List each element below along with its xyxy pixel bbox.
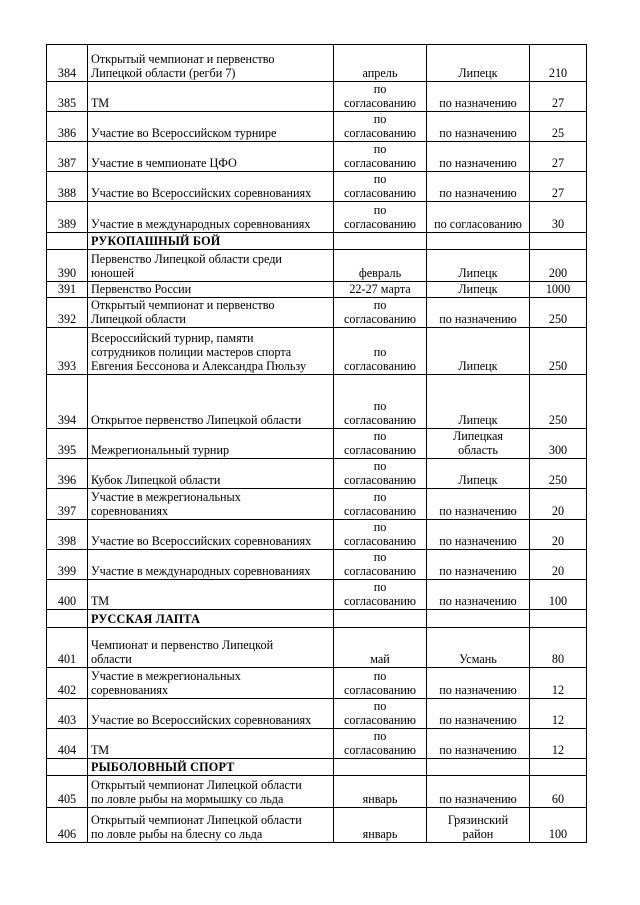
row-number-cell: 393	[47, 328, 88, 375]
participants-cell: 20	[530, 520, 587, 550]
event-name-cell: Открытый чемпионат и первенство Липецкой области (регби 7)	[88, 45, 334, 82]
table-row	[47, 429, 587, 459]
row-number-cell: 391	[47, 282, 88, 298]
event-name-cell: Участие в международных соревнованиях	[88, 550, 334, 580]
event-name-cell: Первенство Липецкой области среди юношей	[88, 250, 334, 282]
participants-cell: 20	[530, 489, 587, 520]
participants-cell: 12	[530, 699, 587, 729]
event-place-cell: по назначению	[427, 550, 530, 580]
event-date-cell: по согласованию	[334, 489, 427, 520]
empty-cell	[427, 233, 530, 250]
event-date-cell: по согласованию	[334, 112, 427, 142]
row-number-cell: 398	[47, 520, 88, 550]
event-place-cell: по назначению	[427, 729, 530, 759]
event-place-cell: Липецк	[427, 45, 530, 82]
empty-cell	[530, 759, 587, 776]
row-number-cell	[47, 233, 88, 250]
event-date-cell: по согласованию	[334, 580, 427, 610]
participants-cell: 12	[530, 668, 587, 699]
table-row	[47, 250, 587, 282]
event-place-cell: по назначению	[427, 112, 530, 142]
row-number-cell	[47, 759, 88, 776]
row-number-cell: 402	[47, 668, 88, 699]
event-place-cell: по согласованию	[427, 202, 530, 233]
event-place-cell: Липецк	[427, 250, 530, 282]
event-place-cell: Липецк	[427, 328, 530, 375]
table-row	[47, 628, 587, 668]
row-number-cell: 400	[47, 580, 88, 610]
event-date-cell: 22-27 марта	[334, 282, 427, 298]
table-row	[47, 459, 587, 489]
row-number-cell: 389	[47, 202, 88, 233]
table-row	[47, 729, 587, 759]
event-place-cell: Липецк	[427, 375, 530, 429]
events-table-body	[47, 45, 587, 843]
participants-cell: 12	[530, 729, 587, 759]
participants-cell: 100	[530, 580, 587, 610]
event-name-cell: Всероссийский турнир, памяти сотрудников полиции мастеров спорта Евгения Бессонова и Александра Пюльзу	[88, 328, 334, 375]
row-number-cell: 401	[47, 628, 88, 668]
table-row	[47, 172, 587, 202]
participants-cell: 250	[530, 459, 587, 489]
empty-cell	[334, 610, 427, 628]
event-date-cell: по согласованию	[334, 729, 427, 759]
table-row	[47, 808, 587, 843]
empty-cell	[530, 233, 587, 250]
event-date-cell: по согласованию	[334, 699, 427, 729]
event-name-cell: Первенство России	[88, 282, 334, 298]
event-name-cell: Участие во Всероссийских соревнованиях	[88, 172, 334, 202]
event-place-cell: по назначению	[427, 172, 530, 202]
event-name-cell: Участие в чемпионате ЦФО	[88, 142, 334, 172]
participants-cell: 27	[530, 82, 587, 112]
empty-cell	[334, 759, 427, 776]
event-name-cell: Участие во Всероссийских соревнованиях	[88, 699, 334, 729]
events-table	[46, 44, 587, 843]
event-place-cell: Липецкая область	[427, 429, 530, 459]
event-place-cell: по назначению	[427, 298, 530, 328]
event-name-cell: Чемпионат и первенство Липецкой области	[88, 628, 334, 668]
participants-cell: 60	[530, 776, 587, 808]
event-name-cell: ТМ	[88, 580, 334, 610]
table-row	[47, 328, 587, 375]
event-place-cell: по назначению	[427, 776, 530, 808]
table-row	[47, 776, 587, 808]
event-name-cell: Кубок Липецкой области	[88, 459, 334, 489]
event-date-cell: январь	[334, 776, 427, 808]
event-place-cell: по назначению	[427, 142, 530, 172]
section-header-row	[47, 233, 587, 250]
event-date-cell: по согласованию	[334, 172, 427, 202]
event-place-cell: Липецк	[427, 459, 530, 489]
participants-cell: 25	[530, 112, 587, 142]
empty-cell	[334, 233, 427, 250]
row-number-cell: 405	[47, 776, 88, 808]
event-place-cell: по назначению	[427, 520, 530, 550]
participants-cell: 250	[530, 375, 587, 429]
empty-cell	[427, 610, 530, 628]
participants-cell: 27	[530, 172, 587, 202]
event-date-cell: по согласованию	[334, 202, 427, 233]
event-place-cell: по назначению	[427, 580, 530, 610]
event-name-cell: Открытый чемпионат Липецкой области по ловле рыбы на блесну со льда	[88, 808, 334, 843]
row-number-cell: 395	[47, 429, 88, 459]
table-row	[47, 112, 587, 142]
row-number-cell: 387	[47, 142, 88, 172]
row-number-cell	[47, 610, 88, 628]
table-row	[47, 668, 587, 699]
event-name-cell: Участие в межрегиональных соревнованиях	[88, 668, 334, 699]
empty-cell	[427, 759, 530, 776]
event-date-cell: апрель	[334, 45, 427, 82]
event-name-cell: Участие во Всероссийском турнире	[88, 112, 334, 142]
event-name-cell: Открытое первенство Липецкой области	[88, 375, 334, 429]
event-place-cell: по назначению	[427, 668, 530, 699]
event-name-cell: Межрегиональный турнир	[88, 429, 334, 459]
event-date-cell: по согласованию	[334, 429, 427, 459]
table-row	[47, 580, 587, 610]
participants-cell: 20	[530, 550, 587, 580]
row-number-cell: 396	[47, 459, 88, 489]
participants-cell: 100	[530, 808, 587, 843]
row-number-cell: 390	[47, 250, 88, 282]
table-row	[47, 489, 587, 520]
participants-cell: 250	[530, 298, 587, 328]
section-title: РЫБОЛОВНЫЙ СПОРТ	[88, 759, 334, 776]
section-header-row	[47, 610, 587, 628]
event-date-cell: май	[334, 628, 427, 668]
row-number-cell: 403	[47, 699, 88, 729]
row-number-cell: 385	[47, 82, 88, 112]
empty-cell	[530, 610, 587, 628]
event-place-cell: по назначению	[427, 699, 530, 729]
row-number-cell: 406	[47, 808, 88, 843]
section-title: РУССКАЯ ЛАПТА	[88, 610, 334, 628]
table-row	[47, 82, 587, 112]
table-row	[47, 550, 587, 580]
event-date-cell: по согласованию	[334, 375, 427, 429]
event-date-cell: по согласованию	[334, 520, 427, 550]
row-number-cell: 399	[47, 550, 88, 580]
event-name-cell: Участие во Всероссийских соревнованиях	[88, 520, 334, 550]
event-place-cell: Грязинский район	[427, 808, 530, 843]
event-place-cell: Усмань	[427, 628, 530, 668]
participants-cell: 250	[530, 328, 587, 375]
event-name-cell: Участие в межрегиональных соревнованиях	[88, 489, 334, 520]
row-number-cell: 404	[47, 729, 88, 759]
event-place-cell: по назначению	[427, 489, 530, 520]
event-name-cell: Участие в международных соревнованиях	[88, 202, 334, 233]
row-number-cell: 386	[47, 112, 88, 142]
event-date-cell: февраль	[334, 250, 427, 282]
participants-cell: 200	[530, 250, 587, 282]
row-number-cell: 394	[47, 375, 88, 429]
participants-cell: 30	[530, 202, 587, 233]
event-date-cell: по согласованию	[334, 82, 427, 112]
participants-cell: 210	[530, 45, 587, 82]
row-number-cell: 392	[47, 298, 88, 328]
participants-cell: 80	[530, 628, 587, 668]
row-number-cell: 388	[47, 172, 88, 202]
event-date-cell: по согласованию	[334, 142, 427, 172]
event-date-cell: январь	[334, 808, 427, 843]
table-row	[47, 699, 587, 729]
participants-cell: 300	[530, 429, 587, 459]
participants-cell: 27	[530, 142, 587, 172]
table-row	[47, 375, 587, 429]
table-row	[47, 282, 587, 298]
event-date-cell: по согласованию	[334, 668, 427, 699]
participants-cell: 1000	[530, 282, 587, 298]
event-name-cell: ТМ	[88, 82, 334, 112]
event-place-cell: Липецк	[427, 282, 530, 298]
row-number-cell: 384	[47, 45, 88, 82]
event-date-cell: по согласованию	[334, 298, 427, 328]
table-row	[47, 142, 587, 172]
event-date-cell: по согласованию	[334, 550, 427, 580]
section-header-row	[47, 759, 587, 776]
event-date-cell: по согласованию	[334, 459, 427, 489]
table-row	[47, 520, 587, 550]
event-name-cell: Открытый чемпионат и первенство Липецкой области	[88, 298, 334, 328]
row-number-cell: 397	[47, 489, 88, 520]
table-row	[47, 202, 587, 233]
event-date-cell: по согласованию	[334, 328, 427, 375]
table-row	[47, 45, 587, 82]
section-title: РУКОПАШНЫЙ БОЙ	[88, 233, 334, 250]
event-place-cell: по назначению	[427, 82, 530, 112]
event-name-cell: ТМ	[88, 729, 334, 759]
event-name-cell: Открытый чемпионат Липецкой области по ловле рыбы на мормышку со льда	[88, 776, 334, 808]
table-row	[47, 298, 587, 328]
